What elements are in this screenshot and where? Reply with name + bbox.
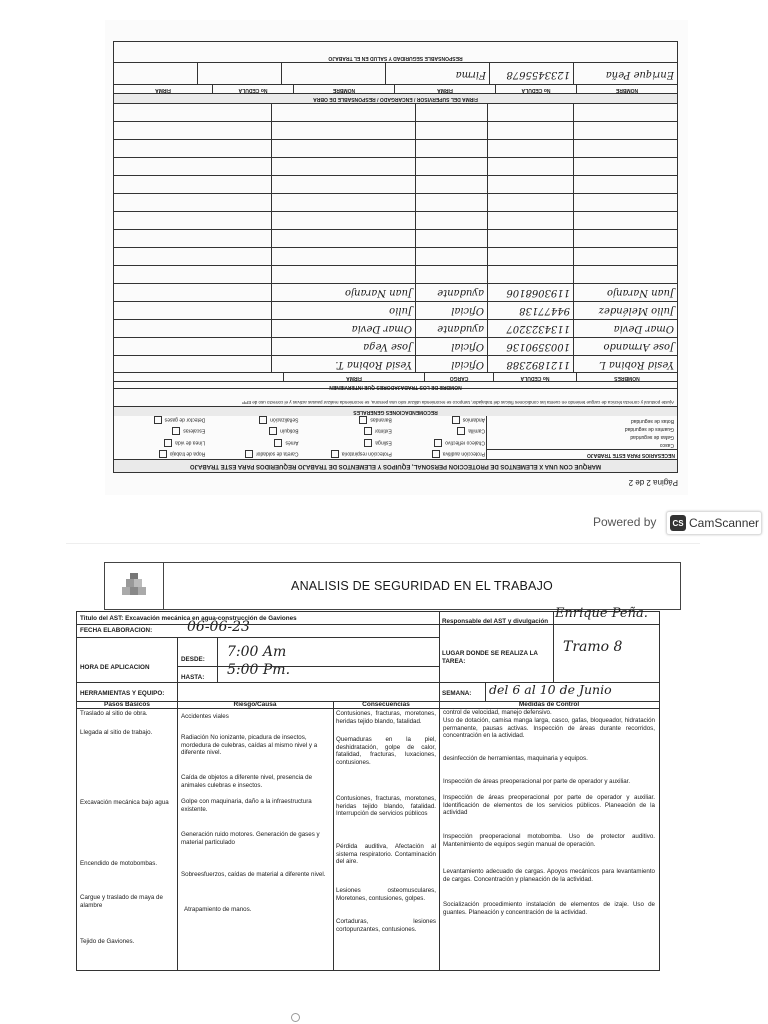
worker-cell: Oficial: [415, 302, 487, 319]
riesgo-item: Radiación No ionizante, picadura de insectos, mordedura de culebras, caídas al mismo nivel y a diferente nivel.: [181, 734, 318, 756]
worker-cell: [114, 356, 271, 373]
checkbox[interactable]: [245, 450, 253, 458]
top-page-number: Página 2 de 2: [628, 478, 678, 487]
worker-cell: [487, 140, 573, 157]
worker-cell: [271, 194, 415, 211]
checkbox[interactable]: [364, 439, 372, 447]
riesgo-item: Sobreesfuerzos, caídas de material a diferente nivel.: [181, 871, 326, 878]
workers-rows: [114, 103, 677, 373]
col-medidas-header: Medidas de Control: [518, 701, 580, 708]
worker-row: [114, 355, 677, 373]
worker-row: [114, 193, 677, 211]
worker-cell: [114, 194, 271, 211]
epp-item: Detector de gases: [116, 414, 205, 424]
supervisor-cell: Enrique Peña: [573, 63, 677, 85]
recommendations-note: Ajuste postural y correcta técnica de cargue teniendo en cuenta las condiciones físicas del trabajador, tampoco se recomienda utilizar solo una persona, se recomienda realizar pausas activas y el correcto uso de EPP: [114, 388, 677, 407]
paso-item: Llegada al sitio de trabajo.: [80, 729, 153, 736]
col-riesgo-header: Riesgo/Causa: [233, 701, 277, 708]
medida-item: control de velocidad, manejo defensivo.: [443, 709, 552, 716]
document-header: [104, 562, 681, 610]
col-consecuencias-header: Consecuencias: [362, 701, 410, 708]
worker-cell: ayudante: [415, 320, 487, 337]
worker-cell: Oficial: [415, 338, 487, 355]
consecuencia-item: Pérdida auditiva, Afectación al sistema respiratorio. Contaminación del aire.: [336, 843, 436, 865]
top-left-box: [486, 415, 677, 460]
responsable-value: Enrique Peña.: [555, 606, 648, 621]
supervisor-cell: [114, 63, 197, 85]
epp-item: Eslinga: [303, 437, 392, 447]
consecuencia-item: Cortaduras, lesiones cortopunzantes, contusiones.: [336, 918, 436, 933]
riesgo-item: Atrapamiento de manos.: [184, 906, 252, 913]
checkbox[interactable]: [274, 439, 282, 447]
worker-cell: [271, 122, 415, 139]
worker-cell: [114, 284, 271, 301]
worker-cell: ayudante: [415, 284, 487, 301]
worker-cell: [487, 194, 573, 211]
lugar-value: Tramo 8: [563, 639, 623, 655]
worker-cell: Omar Devia: [573, 320, 677, 337]
scan-mark: [291, 1013, 300, 1022]
checkbox[interactable]: [432, 450, 440, 458]
paso-item: Traslado al sitio de obra.: [80, 710, 148, 717]
worker-cell: [114, 176, 271, 193]
medida-item: Inspección de áreas preoperacional por parte de operador y auxiliar.: [443, 778, 631, 785]
checkbox[interactable]: [359, 416, 367, 424]
worker-cell: [487, 122, 573, 139]
epp-item: Andamios: [396, 414, 485, 424]
worker-cell: Yesid Robina T.: [271, 356, 415, 373]
epp-item: Señalización: [209, 414, 298, 424]
worker-cell: [114, 140, 271, 157]
worker-cell: [271, 176, 415, 193]
checkbox[interactable]: [154, 416, 162, 424]
top-form-grid: [113, 41, 678, 473]
worker-cell: [271, 158, 415, 175]
top-epp-items: [114, 411, 487, 460]
medida-item: Inspección preoperacional motobomba. Uso de protector auditivo. Mantenimiento de equipos según manual de operación.: [443, 833, 655, 848]
worker-row: [114, 139, 677, 157]
fecha-value: 06-06-23: [187, 619, 250, 635]
worker-cell: [415, 194, 487, 211]
worker-cell: [114, 302, 271, 319]
worker-cell: [271, 230, 415, 247]
worker-cell: [487, 248, 573, 265]
worker-cell: [114, 266, 271, 283]
paso-item: Excavación mecánica bajo agua: [80, 799, 169, 806]
col-pasos-header: Pasos Básicos: [104, 701, 150, 708]
desde-label: DESDE:: [181, 656, 205, 663]
col-header: FIRMA: [155, 87, 171, 93]
epp-item: Línea de vida: [116, 437, 205, 447]
worker-cell: Julio Meléndez: [573, 302, 677, 319]
grid-line: [217, 637, 218, 682]
worker-cell: [487, 104, 573, 121]
checkbox[interactable]: [364, 428, 372, 436]
riesgo-item: Generación ruido motores. Generación de gases y material particulado: [181, 831, 320, 846]
worker-cell: Omar Devia: [271, 320, 415, 337]
worker-cell: [573, 230, 677, 247]
worker-cell: Julio: [271, 302, 415, 319]
worker-cell: [114, 320, 271, 337]
worker-cell: 1121892388: [487, 356, 573, 373]
epp-item: Barandas: [303, 414, 392, 424]
worker-cell: [415, 140, 487, 157]
grid-line: [77, 637, 439, 638]
checkbox[interactable]: [331, 450, 339, 458]
top-title-bar: MARQUE CON UNA X ELEMENTOS DE PROTECCION PERSONAL, EQUIPOS Y ELEMENTOS DE TRABAJO REQUERIDOS PARA ESTE TRABAJO: [114, 459, 677, 472]
worker-cell: [415, 212, 487, 229]
checkbox[interactable]: [259, 416, 267, 424]
consecuencia-item: Lesiones osteomusculares, Moretones, contusiones, golpes.: [336, 887, 436, 902]
lugar-label: LUGAR DONDE SE REALIZA LA TAREA:: [442, 650, 538, 665]
worker-cell: [487, 158, 573, 175]
grid-line: [77, 624, 659, 625]
grid-line: [177, 637, 178, 701]
checkbox[interactable]: [164, 439, 172, 447]
medida-item: Socialización procedimiento instalación de elementos de izaje. Uso de guantes. Planeación y concentración de la actividad.: [443, 901, 655, 916]
checkbox[interactable]: [457, 428, 465, 436]
col-header: NOMBRE: [293, 85, 394, 94]
grid-line: [77, 682, 659, 683]
worker-cell: [271, 266, 415, 283]
worker-cell: [415, 122, 487, 139]
worker-cell: [415, 176, 487, 193]
epp-item: Arnés: [209, 437, 298, 447]
col-header: No CEDULA: [493, 373, 576, 382]
col-header: No CEDULA: [495, 85, 576, 94]
supervisor-header: [114, 84, 677, 94]
col-header: NOMBRES: [576, 373, 677, 382]
epp-item: Ropa de trabajo: [116, 448, 205, 458]
worker-cell: [573, 122, 677, 139]
epp-item: Extintor: [303, 425, 392, 435]
document-title: ANALISIS DE SEGURIDAD EN EL TRABAJO: [291, 579, 553, 593]
worker-cell: [114, 248, 271, 265]
left-item: Casco: [659, 442, 674, 448]
grid-line: [439, 701, 440, 970]
worker-cell: Jose Armando: [573, 338, 677, 355]
col-header: NOMBRE: [576, 85, 677, 94]
epp-item: Camilla: [396, 425, 485, 435]
responsable-label: Responsable del AST y divulgación: [442, 618, 549, 625]
worker-cell: [573, 104, 677, 121]
worker-cell: [114, 212, 271, 229]
paso-item: Encendido de motobombas.: [80, 860, 158, 867]
recommendations-title: RECOMENDACIONES GENERALES: [114, 406, 677, 416]
semana-label: SEMANA:: [442, 690, 472, 697]
worker-cell: 94477138: [487, 302, 573, 319]
consecuencia-item: Quemaduras en la piel, deshidratación, golpe de calor, fatalidad, fracturas, luxaciones, contusiones.: [336, 736, 436, 766]
col-header: FIRMA: [283, 373, 424, 382]
worker-cell: [415, 230, 487, 247]
ast-title-label: Titulo del AST: Excavación mecánica en agua-construcción de Gaviones: [80, 615, 297, 622]
medida-item: Uso de dotación, camisa manga larga, casco, gafas, bloqueador, hidratación permanente, pausas activas. Inspección de áreas durante recorridos, concentración en la actividad.: [443, 717, 655, 739]
worker-row: [114, 157, 677, 175]
camscanner-logo-icon: CS: [670, 515, 686, 531]
worker-cell: [114, 230, 271, 247]
worker-cell: [573, 194, 677, 211]
herramientas-label: HERRAMIENTAS Y EQUIPO:: [80, 690, 165, 697]
epp-item: Careta de soldador: [209, 448, 298, 458]
worker-cell: [114, 122, 271, 139]
checkbox[interactable]: [172, 428, 180, 436]
top-page: [105, 20, 688, 495]
worker-cell: Jose Vega: [271, 338, 415, 355]
worker-cell: [114, 338, 271, 355]
ast-table: [76, 606, 660, 971]
riesgo-item: Caída de objetos a diferente nivel, presencia de animales culebras e insectos.: [181, 774, 313, 789]
paso-item: Tejido de Gaviones.: [80, 938, 135, 945]
workers-title: NOMBRE DE LOS TRABAJADORES QUE INTERVIENEN: [114, 381, 677, 391]
camscanner-badge: [666, 511, 762, 535]
worker-cell: [271, 104, 415, 121]
epp-item: Botiquín: [209, 425, 298, 435]
grid-line: [439, 612, 440, 701]
hasta-label: HASTA:: [181, 674, 205, 681]
left-item: Botas de seguridad: [630, 418, 674, 424]
supervisor-cell: Firma: [385, 63, 489, 85]
worker-cell: [415, 266, 487, 283]
epp-item: Protección respiratoria: [303, 448, 392, 458]
consecuencia-item: Contusiones, fracturas, moretones, heridas tejido blando, fatalidad. Interrupción de servicios públicos: [336, 795, 436, 817]
checkbox[interactable]: [159, 450, 167, 458]
worker-row: [114, 265, 677, 283]
hasta-value: 5:00 Pm.: [227, 662, 291, 678]
col-header: [114, 373, 283, 382]
supervisor-cell: 1233455678: [489, 63, 573, 85]
col-header: FIRMA: [394, 85, 495, 94]
supervisor-title: FIRMA DEL SUPERVISOR / ENCARGADO / RESPONSABLE DE OBRA: [114, 93, 677, 104]
worker-cell: [487, 176, 573, 193]
worker-row: [114, 229, 677, 247]
supervisor-cell: [197, 63, 281, 85]
medida-item: Levantamiento adecuado de cargas. Apoyos mecánicos para levantamiento de cargas. Concentración y planeación de la actividad.: [443, 868, 655, 883]
grid-line: [333, 701, 334, 970]
top-left-box-header: NECESARIOS PARA ESTE TRABAJO: [487, 449, 677, 460]
checkbox[interactable]: [269, 428, 277, 436]
fecha-label: FECHA ELABORACION:: [80, 627, 153, 634]
worker-cell: [415, 248, 487, 265]
worker-cell: 1193068106: [487, 284, 573, 301]
worker-cell: Juan Naranjo: [573, 284, 677, 301]
worker-row: [114, 121, 677, 139]
workers-header: [114, 372, 677, 382]
col-header: No CEDULA: [212, 85, 293, 94]
desde-value: 7:00 Am: [227, 644, 287, 660]
bottom-page: [66, 543, 700, 1014]
worker-row: [114, 247, 677, 265]
worker-row: [114, 175, 677, 193]
worker-cell: 1003590136: [487, 338, 573, 355]
worker-cell: [573, 248, 677, 265]
epp-item: Protección auditiva: [396, 448, 485, 458]
top-page-rotated: [105, 20, 688, 495]
worker-cell: [573, 212, 677, 229]
semana-value: del 6 al 10 de Junio: [489, 682, 612, 697]
epp-item: Escaleras: [116, 425, 205, 435]
grid-line: [553, 612, 554, 682]
worker-cell: 1134323207: [487, 320, 573, 337]
grid-line: [485, 682, 486, 701]
worker-cell: [114, 104, 271, 121]
worker-cell: [415, 104, 487, 121]
checkbox[interactable]: [452, 416, 460, 424]
riesgo-item: Golpe con maquinaria, daño a la infraestructura existente.: [181, 798, 312, 813]
riesgo-item: Accidentes viales: [181, 713, 229, 720]
supervisor-row: [114, 62, 677, 85]
worker-cell: [573, 158, 677, 175]
epp-item: Chaleco reflectivo: [396, 437, 485, 447]
medida-item: desinfección de herramientas, maquinaria y equipos.: [443, 755, 588, 762]
worker-cell: Oficial: [415, 356, 487, 373]
camscanner-brand: CamScanner: [689, 516, 760, 530]
responsible-title: RESPONSABLE SEGURIDAD Y SALUD EN EL TRABAJO: [328, 55, 463, 61]
col-header: CARGO: [424, 373, 493, 382]
worker-cell: [271, 248, 415, 265]
worker-cell: [487, 212, 573, 229]
worker-cell: Juan Naranjo: [271, 284, 415, 301]
paso-item: Cargue y traslado de maya de alambre: [80, 894, 163, 909]
worker-cell: [271, 212, 415, 229]
worker-cell: [114, 158, 271, 175]
worker-cell: [487, 266, 573, 283]
powered-by-text: Powered by: [593, 515, 657, 529]
worker-cell: [487, 230, 573, 247]
worker-cell: [573, 140, 677, 157]
grid-line: [177, 701, 178, 970]
checkbox[interactable]: [434, 439, 442, 447]
left-item: Guantes de seguridad: [624, 426, 674, 432]
worker-row: [114, 283, 677, 301]
company-logo-icon: [105, 563, 164, 609]
consecuencia-item: Contusiones, fracturas, moretones, heridas tejido blando, fatalidad.: [336, 710, 436, 725]
worker-cell: [271, 140, 415, 157]
worker-row: [114, 319, 677, 337]
worker-row: [114, 301, 677, 319]
left-item: Gafas de seguridad: [630, 434, 674, 440]
worker-cell: [573, 176, 677, 193]
worker-cell: Yesid Robina L: [573, 356, 677, 373]
worker-cell: [573, 266, 677, 283]
hora-label: HORA DE APLICACION: [80, 664, 150, 671]
worker-row: [114, 103, 677, 121]
medida-item: Inspección de áreas preoperacional por parte de operador y auxiliar. Identificación de elementos de los servicios públicos. Planeación de la actividad: [443, 794, 655, 816]
worker-row: [114, 337, 677, 355]
worker-cell: [415, 158, 487, 175]
supervisor-cell: [281, 63, 385, 85]
worker-row: [114, 211, 677, 229]
